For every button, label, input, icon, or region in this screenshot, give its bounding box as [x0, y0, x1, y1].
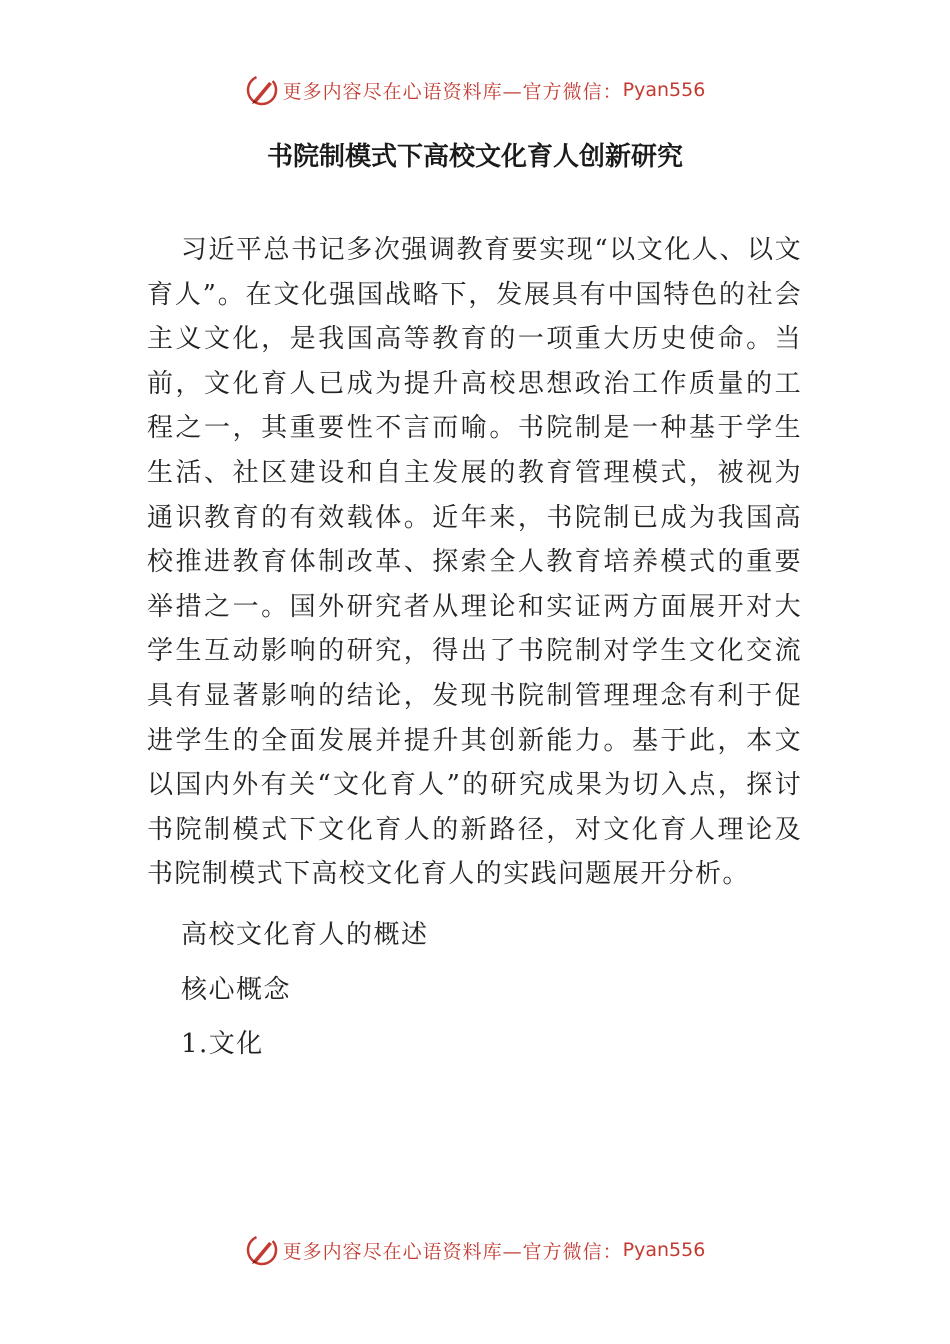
footer-banner [0, 1233, 950, 1267]
item-heading: 1.文化 [181, 1029, 264, 1059]
body-paragraph: 习近平总书记多次强调教育要实现“以文化人、以文育人”。在文化强国战略下，发展具有中国特色的社会主义文化，是我国高等教育的一项重大历史使命。当前，文化育人已成为提升高校思想政治工作质量的工程之一，其重要性不言而喻。书院制是一种基于学生生活、社区建设和自主发展的教育管理模式，被视为通识教育的有效载体。近年来，书院制已成为我国高校推进教育体制改革、探索全人教育培养模式的重要举措之一。国外研究者从理论和实证两方面展开对大学生互动影响的研究，得出了书院制对学生文化交流具有显著影响的结论，发现书院制管理理念有利于促进学生的全面发展并提升其创新能力。基于此，本文以国内外有关“文化育人”的研究成果为切入点，探讨书院制模式下文化育人的新路径，对文化育人理论及书院制模式下高校文化育人的实践问题展开分析。 [147, 235, 802, 890]
subsection-heading: 核心概念 [181, 975, 292, 1005]
pen-logo-icon [245, 1233, 279, 1267]
banner-text: 更多内容尽在心语资料库—官方微信： [282, 80, 623, 103]
banner-account: Pyan556 [622, 1239, 706, 1261]
banner-text: 更多内容尽在心语资料库—官方微信： [282, 1240, 623, 1263]
header-banner [0, 73, 950, 107]
section-heading: 高校文化育人的概述 [181, 920, 429, 950]
banner-account: Pyan556 [622, 79, 706, 101]
document-title: 书院制模式下高校文化育人创新研究 [266, 142, 683, 172]
pen-logo-icon [245, 73, 279, 107]
